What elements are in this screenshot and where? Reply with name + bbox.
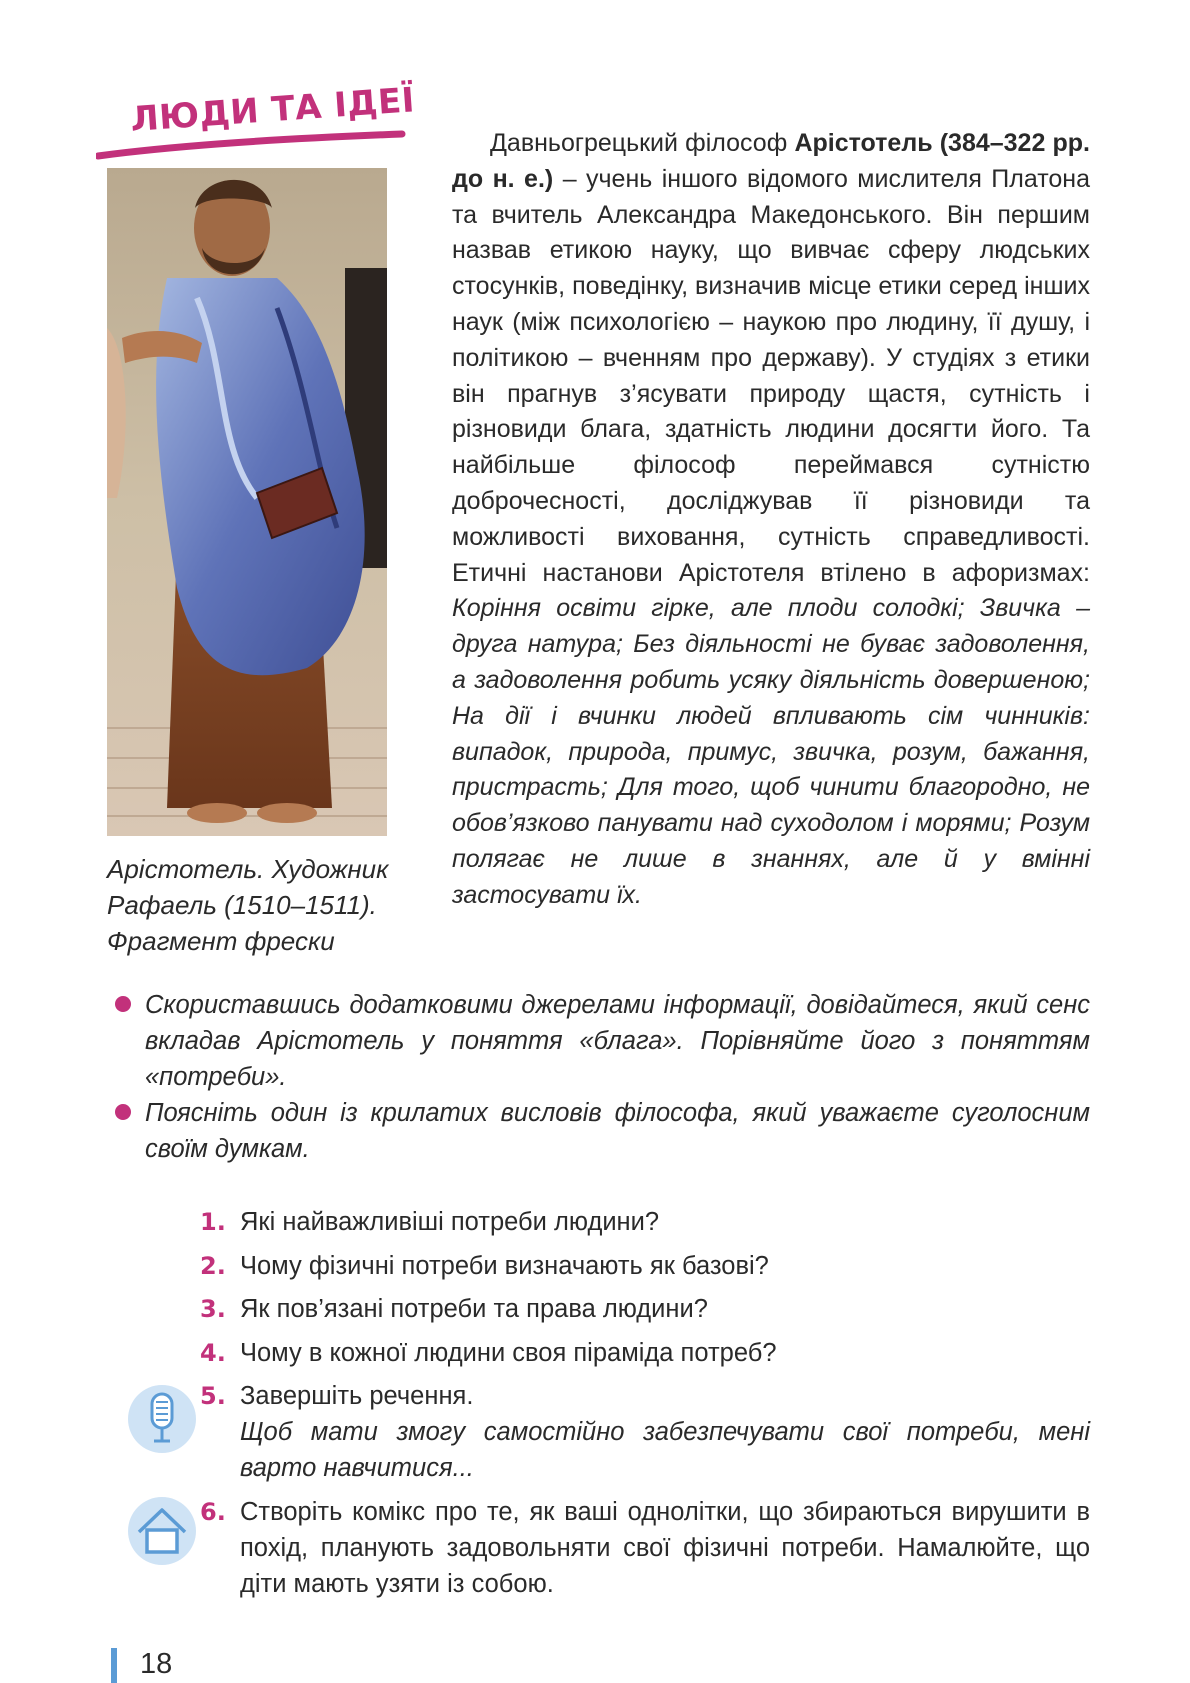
- aristotle-fresco-image: [107, 168, 387, 836]
- question-number: 3.: [200, 1295, 226, 1323]
- task-text: Скориставшись додатковими джерелами інформації, довідайтеся, який сенс вкладав Арістотель у поняття «блага». Порівняйте його з поняттям «потреби».: [145, 991, 1090, 1091]
- task-list: [115, 987, 1090, 1167]
- section-heading: [96, 80, 417, 172]
- question-item: [200, 1494, 1090, 1602]
- task-item: [115, 987, 1090, 1095]
- heading-underline: [96, 130, 406, 170]
- question-text: Чому в кожної людини своя піраміда потреб?: [240, 1338, 777, 1367]
- caption-line: Рафаель (1510–1511).: [107, 890, 377, 920]
- house-icon: [127, 1496, 197, 1571]
- bio-name-dates: Арістотель (384–322 рр. до н. е.): [452, 129, 1091, 193]
- question-item: [200, 1291, 1090, 1327]
- bio-aphorisms: Коріння освіти гірке, але плоди солодкі; Звичка – друга натура; Без діяльності не буває задоволення, а задоволення робить усяку діяльність довершеною; На дії і вчинки людей впливають сім чинників: випадок, природа, примус, звичка, розум, бажання, пристрасть; Для того, щоб чинити благородно, не обов’язково панувати над суходолом і морями; Розум полягає не лише в знаннях, але й у вмінні застосувати їх.: [452, 594, 1090, 909]
- question-number: 5.: [200, 1382, 226, 1410]
- page-marker-bar: [111, 1648, 117, 1683]
- question-text: Створіть комікс про те, як ваші однолітки, що збираються вирушити в похід, планують задовольняти свої фізичні потреби. Намалюйте, що діти мають узяти із собою.: [240, 1497, 1090, 1598]
- question-number: 4.: [200, 1338, 226, 1367]
- question-number: 2.: [200, 1251, 226, 1280]
- question-text: Чому фізичні потреби визначають як базові?: [240, 1251, 769, 1280]
- question-list: [200, 1204, 1090, 1609]
- question-number: 1.: [200, 1208, 226, 1236]
- bullet-dot-icon: [115, 996, 131, 1012]
- sentence-prompt: Щоб мати змогу самостійно забезпечувати свої потреби, мені варто навчитися...: [240, 1418, 1090, 1482]
- question-item: [200, 1378, 1090, 1486]
- question-item: [200, 1248, 1090, 1284]
- question-item: [200, 1335, 1090, 1371]
- question-item: [200, 1204, 1090, 1240]
- caption-line: Арістотель. Художник: [107, 854, 389, 884]
- question-number: 6.: [200, 1497, 226, 1526]
- page-number: 18: [140, 1648, 173, 1680]
- section-title: ЛЮДИ ТА ІДЕЇ: [129, 80, 417, 140]
- bio-body: – учень іншого відомого мислителя Платона та вчитель Александра Македонського. Він першим назвав етикою науку, що вивчає сферу людських стосунків, поведінку, визначив місце етики серед інших наук (між психологією – наукою про людину, її душу, і політикою – вченням про державу). У студіях з етики він прагнув з’ясувати природу щастя, сутність і різновиди блага, здатність людини досягти його. Та найбільше філософ переймався сутністю доброчесності, досліджував її різновиди та можливості виховання, сутність справедливості. Етичні настанови Арістотеля втілено в афоризмах:: [452, 164, 1090, 587]
- bullet-dot-icon: [115, 1104, 131, 1120]
- task-item: [115, 1095, 1090, 1167]
- question-text: Які найважливіші потреби людини?: [240, 1208, 660, 1236]
- microphone-icon: [127, 1384, 197, 1459]
- biography-text: [452, 126, 1090, 914]
- task-text: Поясніть один із крилатих висловів філософа, який уважаєте суголосним своїм думкам.: [145, 1099, 1090, 1163]
- caption-line: Фрагмент фрески: [107, 926, 335, 956]
- bio-intro: Давньогрецький філософ: [490, 129, 795, 157]
- question-text: Як пов’язані потреби та права людини?: [240, 1295, 708, 1323]
- question-text: Завершіть речення.: [240, 1382, 474, 1410]
- figure-caption: [107, 851, 403, 959]
